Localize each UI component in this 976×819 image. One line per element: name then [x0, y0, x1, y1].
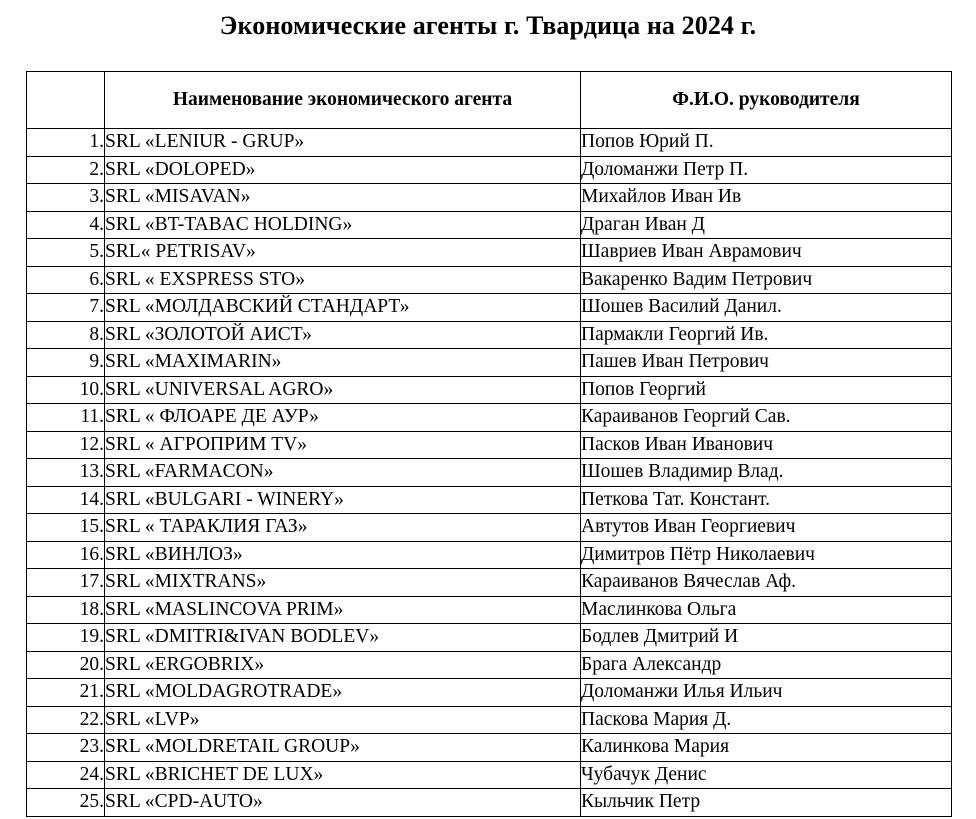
row-number: 11.	[27, 404, 105, 432]
agent-name: SRL «ЗОЛОТОЙ АИСТ»	[105, 321, 581, 349]
row-number: 18.	[27, 596, 105, 624]
table-row	[27, 239, 952, 267]
table-row	[27, 569, 952, 597]
agent-name: SRL «BT-TABAC HOLDING»	[105, 211, 581, 239]
agent-name: SRL «CPD-AUTO»	[105, 789, 581, 817]
agent-name: SRL «FARMACON»	[105, 459, 581, 487]
table-row	[27, 156, 952, 184]
agent-name: SRL «LENIUR - GRUP»	[105, 129, 581, 157]
table-row	[27, 679, 952, 707]
table-row	[27, 651, 952, 679]
table-row	[27, 761, 952, 789]
row-number: 16.	[27, 541, 105, 569]
manager-name: Шошев Владимир Влад.	[581, 459, 952, 487]
agent-name: SRL «МОЛДАВСКИЙ СТАНДАРТ»	[105, 294, 581, 322]
agent-name: SRL «DMITRI&IVAN BODLEV»	[105, 624, 581, 652]
table-row	[27, 486, 952, 514]
table-row	[27, 706, 952, 734]
agent-name: SRL « ФЛОАРЕ ДЕ АУР»	[105, 404, 581, 432]
table-row	[27, 541, 952, 569]
agent-name: SRL «MOLDAGROTRADE»	[105, 679, 581, 707]
row-number: 23.	[27, 734, 105, 762]
economic-agents-table	[26, 71, 952, 817]
agent-name: SRL «MOLDRETAIL GROUP»	[105, 734, 581, 762]
row-number: 17.	[27, 569, 105, 597]
agent-name: SRL «BULGARI - WINERY»	[105, 486, 581, 514]
manager-name: Пашев Иван Петрович	[581, 349, 952, 377]
agent-name: SRL «UNIVERSAL AGRO»	[105, 376, 581, 404]
manager-name: Михайлов Иван Ив	[581, 184, 952, 212]
manager-name: Кыльчик Петр	[581, 789, 952, 817]
agent-name: SRL «BRICHET DE LUX»	[105, 761, 581, 789]
row-number: 14.	[27, 486, 105, 514]
row-number: 8.	[27, 321, 105, 349]
table-header-row	[27, 72, 952, 129]
manager-name: Драган Иван Д	[581, 211, 952, 239]
row-number: 12.	[27, 431, 105, 459]
row-number: 6.	[27, 266, 105, 294]
table-row	[27, 789, 952, 817]
manager-name: Паскова Мария Д.	[581, 706, 952, 734]
agent-name: SRL « АГРОПРИМ TV»	[105, 431, 581, 459]
manager-name: Караиванов Георгий Сав.	[581, 404, 952, 432]
manager-name: Доломанжи Петр П.	[581, 156, 952, 184]
manager-name: Доломанжи Илья Ильич	[581, 679, 952, 707]
table-row	[27, 734, 952, 762]
agents-table-container	[26, 71, 951, 817]
row-number: 7.	[27, 294, 105, 322]
column-header-number	[27, 72, 105, 129]
table-row	[27, 321, 952, 349]
manager-name: Караиванов Вячеслав Аф.	[581, 569, 952, 597]
manager-name: Калинкова Мария	[581, 734, 952, 762]
manager-name: Брага Александр	[581, 651, 952, 679]
agent-name: SRL «MASLINCOVA PRIM»	[105, 596, 581, 624]
row-number: 4.	[27, 211, 105, 239]
table-row	[27, 129, 952, 157]
manager-name: Бодлев Дмитрий И	[581, 624, 952, 652]
row-number: 15.	[27, 514, 105, 542]
table-row	[27, 514, 952, 542]
table-header	[27, 72, 952, 129]
row-number: 13.	[27, 459, 105, 487]
manager-name: Чубачук Денис	[581, 761, 952, 789]
agent-name: SRL «MIXTRANS»	[105, 569, 581, 597]
table-row	[27, 294, 952, 322]
agent-name: SRL «LVP»	[105, 706, 581, 734]
table-row	[27, 349, 952, 377]
agent-name: SRL « EXSPRESS STO»	[105, 266, 581, 294]
table-row	[27, 376, 952, 404]
row-number: 21.	[27, 679, 105, 707]
table-row	[27, 404, 952, 432]
row-number: 2.	[27, 156, 105, 184]
manager-name: Петкова Тат. Констант.	[581, 486, 952, 514]
manager-name: Димитров Пётр Николаевич	[581, 541, 952, 569]
table-body	[27, 129, 952, 817]
table-row	[27, 184, 952, 212]
manager-name: Попов Юрий П.	[581, 129, 952, 157]
row-number: 19.	[27, 624, 105, 652]
table-row	[27, 211, 952, 239]
column-header-name: Наименование экономического агента	[105, 72, 581, 129]
column-header-manager: Ф.И.О. руководителя	[581, 72, 952, 129]
row-number: 5.	[27, 239, 105, 267]
row-number: 9.	[27, 349, 105, 377]
row-number: 1.	[27, 129, 105, 157]
table-row	[27, 624, 952, 652]
manager-name: Пасков Иван Иванович	[581, 431, 952, 459]
agent-name: SRL« PETRISAV»	[105, 239, 581, 267]
manager-name: Шошев Василий Данил.	[581, 294, 952, 322]
agent-name: SRL «ВИНЛОЗ»	[105, 541, 581, 569]
manager-name: Шавриев Иван Аврамович	[581, 239, 952, 267]
page-title: Экономические агенты г. Твардица на 2024 г.	[219, 11, 757, 40]
manager-name: Автутов Иван Георгиевич	[581, 514, 952, 542]
agent-name: SRL «MISAVAN»	[105, 184, 581, 212]
table-row	[27, 459, 952, 487]
row-number: 3.	[27, 184, 105, 212]
row-number: 22.	[27, 706, 105, 734]
agent-name: SRL «ERGOBRIX»	[105, 651, 581, 679]
agent-name: SRL «MAXIMARIN»	[105, 349, 581, 377]
table-row	[27, 431, 952, 459]
manager-name: Пармакли Георгий Ив.	[581, 321, 952, 349]
agent-name: SRL «DOLOPED»	[105, 156, 581, 184]
table-row	[27, 596, 952, 624]
manager-name: Вакаренко Вадим Петрович	[581, 266, 952, 294]
table-row	[27, 266, 952, 294]
row-number: 25.	[27, 789, 105, 817]
agent-name: SRL « ТАРАКЛИЯ ГАЗ»	[105, 514, 581, 542]
manager-name: Попов Георгий	[581, 376, 952, 404]
row-number: 20.	[27, 651, 105, 679]
row-number: 24.	[27, 761, 105, 789]
manager-name: Маслинкова Ольга	[581, 596, 952, 624]
row-number: 10.	[27, 376, 105, 404]
